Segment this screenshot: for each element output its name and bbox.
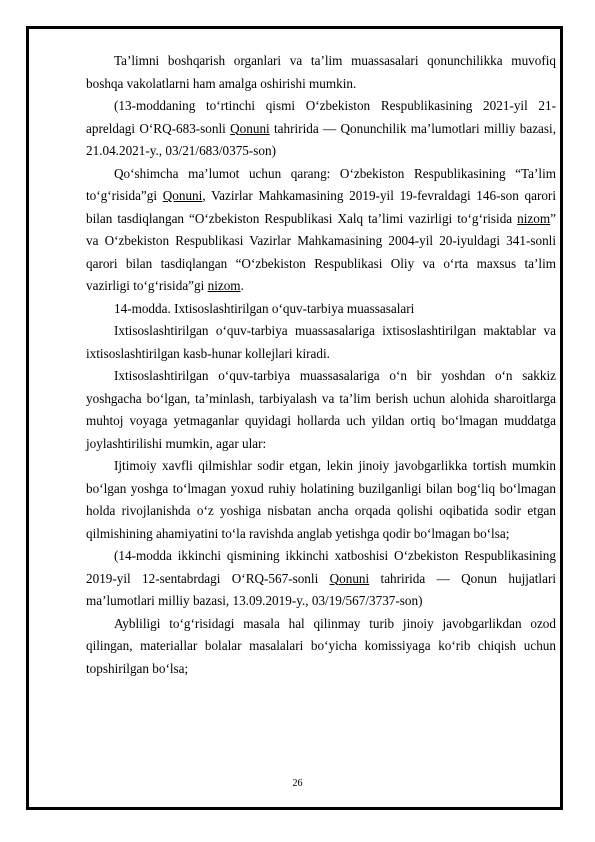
text-run: , Vazirlar Mahkamasining 2019-yil 19-fevraldagi 146-son qarori bilan tasdiqlangan “O‘zbekiston Respublikasi Xalq ta’limi vazirligi to‘g‘risida <box>86 188 556 226</box>
law-link[interactable]: Qonuni <box>162 188 203 203</box>
paragraph-institutions-list <box>86 320 556 365</box>
paragraph-additional-info <box>86 163 556 298</box>
page-number: 26 <box>292 778 303 789</box>
paragraph-authority-powers <box>86 50 556 95</box>
text-run: Aybliligi to‘g‘risidagi masala hal qilinmay turib jinoiy javobgarlikdan ozod qilingan, materiallar bolalar masalalari bo‘yicha komissiyaga ko‘rib chiqish uchun topshirilgan bo‘lsa; <box>86 615 556 676</box>
text-run: Ixtisoslashtirilgan o‘quv-tarbiya muassasalariga ixtisoslashtirilgan maktablar va ixtisoslashtirilgan kasb-hunar kollejlari kiradi. <box>86 323 556 361</box>
text-run: (13-moddaning to‘rtinchi qismi O‘zbekiston Respublikasining 2021-yil 21-apreldagi O‘RQ-683-sonli <box>86 98 556 136</box>
text-run: tahririda — Qonun hujjatlari ma’lumotlari milliy bazasi, 13.09.2019-y., 03/19/567/3737-son) <box>86 570 556 608</box>
article-heading-14 <box>86 298 556 321</box>
paragraph-amendment-note-14 <box>86 545 556 613</box>
law-link[interactable]: Qonuni <box>329 570 370 586</box>
paragraph-condition-1 <box>86 455 556 545</box>
document-body <box>86 50 556 680</box>
text-run: (14-modda ikkinchi qismining ikkinchi xatboshisi O‘zbekiston Respublikasining 2019-yil 12-sentabrdagi O‘RQ-567-sonli <box>86 548 556 586</box>
law-link[interactable]: Qonuni <box>230 120 270 136</box>
text-run: tahririda — Qonunchilik ma’lumotlari milliy bazasi, 21.04.2021-y., 03/21/683/0375-son) <box>86 120 556 158</box>
paragraph-condition-2 <box>86 613 556 681</box>
regulation-link[interactable]: nizom <box>517 210 551 226</box>
text-run: Qo‘shimcha ma’lumot uchun qarang: O‘zbekiston Respublikasining “Ta’lim to‘g‘risida”gi <box>86 165 556 203</box>
text-run: 14-modda. Ixtisoslashtirilgan o‘quv-tarbiya muassasalari <box>114 300 415 316</box>
text-run: Ijtimoiy xavfli qilmishlar sodir etgan, lekin jinoiy javobgarlikka tortish mumkin bo‘lgan yoshga to‘lmagan yoxud ruhiy holatining buzilganligi bilan bog‘liq bo‘lmagan holda rivojlanishda o‘z yoshiga nisbatan ancha orqada qolishi oqibatida sodir etgan qilmishining ahamiyatini to‘la ravishda anglab yetishga qodir bo‘lmagan bo‘lsa; <box>86 458 556 541</box>
paragraph-placement-conditions <box>86 365 556 455</box>
text-run: ” va O‘zbekiston Respublikasi Vazirlar Mahkamasining 2004-yil 20-iyuldagi 341-sonli qarori bilan tasdiqlangan “O‘zbekiston Respublikasi Oliy va o‘rta maxsus ta’lim vazirligi to‘g‘risida”gi <box>86 210 556 293</box>
paragraph-amendment-note-13 <box>86 95 556 163</box>
text-run: . <box>240 278 244 293</box>
text-run: Ta’limni boshqarish organlari va ta’lim muassasalari qonunchilikka muvofiq boshqa vakolatlarni ham amalga oshirishi mumkin. <box>86 53 556 91</box>
regulation-link[interactable]: nizom <box>207 278 241 293</box>
text-run: Ixtisoslashtirilgan o‘quv-tarbiya muassasalariga o‘n bir yoshdan o‘n sakkiz yoshgacha bo‘lgan, ta’minlash, tarbiyalash va ta’lim berish uchun alohida sharoitlarga muhtoj voyaga yetmaganlar quyidagi hollarda uch yildan ortiq bo‘lmagan muddatga joylashtirilishi mumkin, agar ular: <box>86 368 556 451</box>
